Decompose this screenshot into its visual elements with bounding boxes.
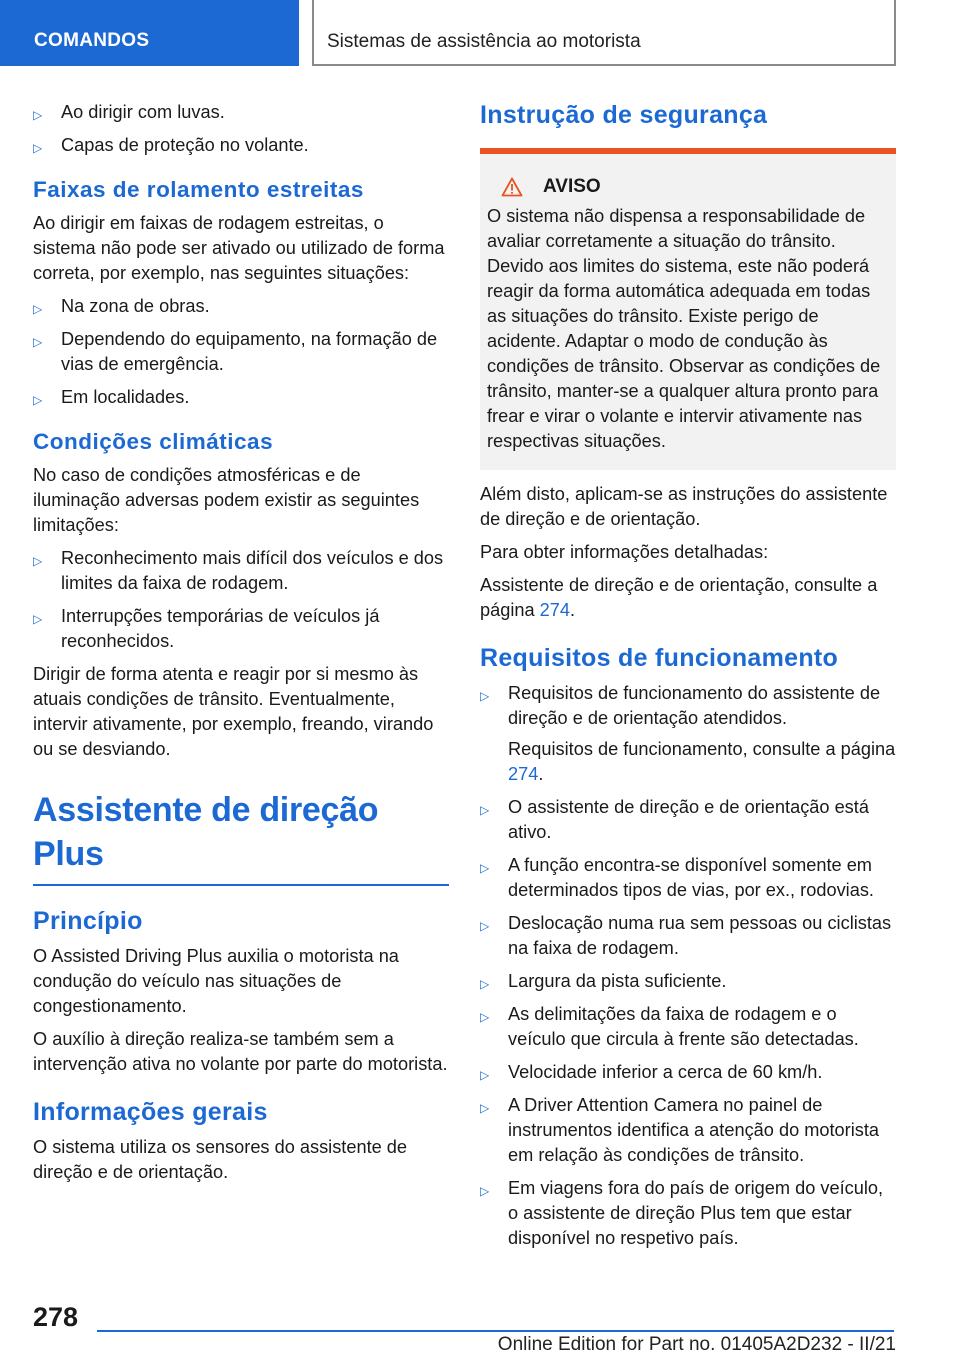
- main-heading: Assistente de direção Plus: [33, 788, 449, 886]
- faixas-list: [33, 294, 449, 410]
- list-item: ▷ A Driver Attention Camera no painel de instrumentos identifica a atenção do motorista em relação às condições de trânsito.: [480, 1095, 880, 1165]
- list-item: ▷ Deslocação numa rua sem pessoas ou ciclistas na faixa de rodagem.: [480, 913, 892, 958]
- triangle-right-icon: ▷: [33, 612, 43, 626]
- list-item: ▷ A função encontra-se disponível somente em determinados tipos de vias, por ex., rodovias.: [480, 855, 874, 900]
- list-item: ▷ Dependendo do equipamento, na formação de vias de emergência.: [33, 329, 438, 374]
- warning-text: O sistema não dispensa a responsabilidade de avaliar corretamente a situação do trânsito. Devido aos limites do sistema, este não poderá reagir da forma automática adequada em todas as situações do trânsito. Existe perigo de acidente. Adaptar o modo de condução às condições de trânsito. Observar as condições de trânsito, manter-se a qualquer altura pronto para frear e virar o volante e intervir ativamente nas respectivas situações.: [487, 206, 881, 451]
- right-p3: Assistente de direção e de orientação, consulte a página 274.: [480, 575, 878, 620]
- left-column: [33, 100, 449, 1193]
- triangle-right-icon: ▷: [480, 1010, 490, 1024]
- right-column: [480, 100, 896, 1259]
- requisitos-heading: Requisitos de funcionamento: [480, 644, 839, 672]
- triangle-right-icon: ▷: [33, 554, 43, 568]
- list-item-sub: Requisitos de funcionamento, consulte a página 274.: [508, 739, 896, 784]
- page-number: 278: [33, 1302, 79, 1332]
- list-item: ▷ Ao dirigir com luvas.: [33, 100, 449, 125]
- warning-box: [480, 148, 896, 470]
- warning-header: [487, 176, 888, 198]
- triangle-right-icon: ▷: [480, 1101, 490, 1115]
- clima-list: [33, 546, 449, 654]
- page-link[interactable]: 274: [539, 600, 571, 620]
- faixas-heading: Faixas de rolamento estreitas: [33, 177, 364, 202]
- triangle-right-icon: ▷: [480, 1068, 490, 1082]
- page-link[interactable]: 274: [508, 764, 539, 784]
- faixas-text: Ao dirigir em faixas de rodagem estreitas, o sistema não pode ser ativado ou utilizado de forma correta, por exemplo, nas seguintes situações:: [33, 213, 445, 283]
- info-heading: Informações gerais: [33, 1098, 268, 1126]
- list-item: ▷ Velocidade inferior a cerca de 60 km/h.: [480, 1060, 896, 1085]
- triangle-right-icon: ▷: [480, 861, 490, 875]
- clima-text: No caso de condições atmosféricas e de iluminação adversas podem existir as seguintes limitações:: [33, 465, 420, 535]
- list-item: ▷ Interrupções temporárias de veículos já reconhecidos.: [33, 606, 380, 651]
- principio-p1: O Assisted Driving Plus auxilia o motorista na condução do veículo nas situações de congestionamento.: [33, 946, 399, 1016]
- intro-list: [33, 100, 449, 158]
- list-item: ▷ Em localidades.: [33, 385, 449, 410]
- triangle-right-icon: ▷: [480, 689, 490, 703]
- right-p1: Além disto, aplicam-se as instruções do assistente de direção e de orientação.: [480, 484, 888, 529]
- footer-edition: Online Edition for Part no. 01405A2D232 - II/21: [497, 1334, 896, 1355]
- clima-heading: Condições climáticas: [33, 429, 274, 454]
- list-item: ▷ Requisitos de funcionamento do assistente de direção e de orientação atendidos. Requisitos de funcionamento, consulte a página 274.: [480, 681, 896, 787]
- list-item: ▷ Reconhecimento mais difícil dos veículos e dos limites da faixa de rodagem.: [33, 548, 444, 593]
- triangle-right-icon: ▷: [33, 108, 43, 122]
- list-item: ▷ Na zona de obras.: [33, 294, 449, 319]
- principio-heading: Princípio: [33, 907, 143, 935]
- warning-triangle-icon: [501, 177, 523, 197]
- triangle-right-icon: ▷: [33, 393, 43, 407]
- footer-divider: [97, 1330, 894, 1332]
- triangle-right-icon: ▷: [33, 335, 43, 349]
- list-item: ▷ Em viagens fora do país de origem do veículo, o assistente de direção Plus tem que estar disponível no respetivo país.: [480, 1178, 884, 1248]
- info-text: O sistema utiliza os sensores do assistente de direção e de orientação.: [33, 1137, 408, 1182]
- triangle-right-icon: ▷: [480, 919, 490, 933]
- list-item: ▷ Largura da pista suficiente.: [480, 969, 896, 994]
- triangle-right-icon: ▷: [480, 1184, 490, 1198]
- triangle-right-icon: ▷: [33, 302, 43, 316]
- right-p2: Para obter informações detalhadas:: [480, 542, 769, 562]
- warning-label: AVISO: [543, 176, 601, 197]
- principio-p2: O auxílio à direção realiza-se também sem a intervenção ativa no volante por parte do motorista.: [33, 1029, 448, 1074]
- page-header-title: Sistemas de assistência ao motorista: [312, 0, 896, 66]
- seguranca-heading: Instrução de segurança: [480, 101, 768, 129]
- triangle-right-icon: ▷: [33, 141, 43, 155]
- requisitos-list: [480, 681, 896, 1251]
- triangle-right-icon: ▷: [480, 977, 490, 991]
- section-tab: COMANDOS: [0, 0, 299, 66]
- clima-after-text: Dirigir de forma atenta e reagir por si mesmo às atuais condições de trânsito. Eventualmente, intervir ativamente, por exemplo, freando, virando ou se desviando.: [33, 664, 434, 759]
- triangle-right-icon: ▷: [480, 803, 490, 817]
- list-item: ▷ Capas de proteção no volante.: [33, 133, 449, 158]
- list-item: ▷ As delimitações da faixa de rodagem e o veículo que circula à frente são detectadas.: [480, 1004, 859, 1049]
- list-item: ▷ O assistente de direção e de orientação está ativo.: [480, 797, 869, 842]
